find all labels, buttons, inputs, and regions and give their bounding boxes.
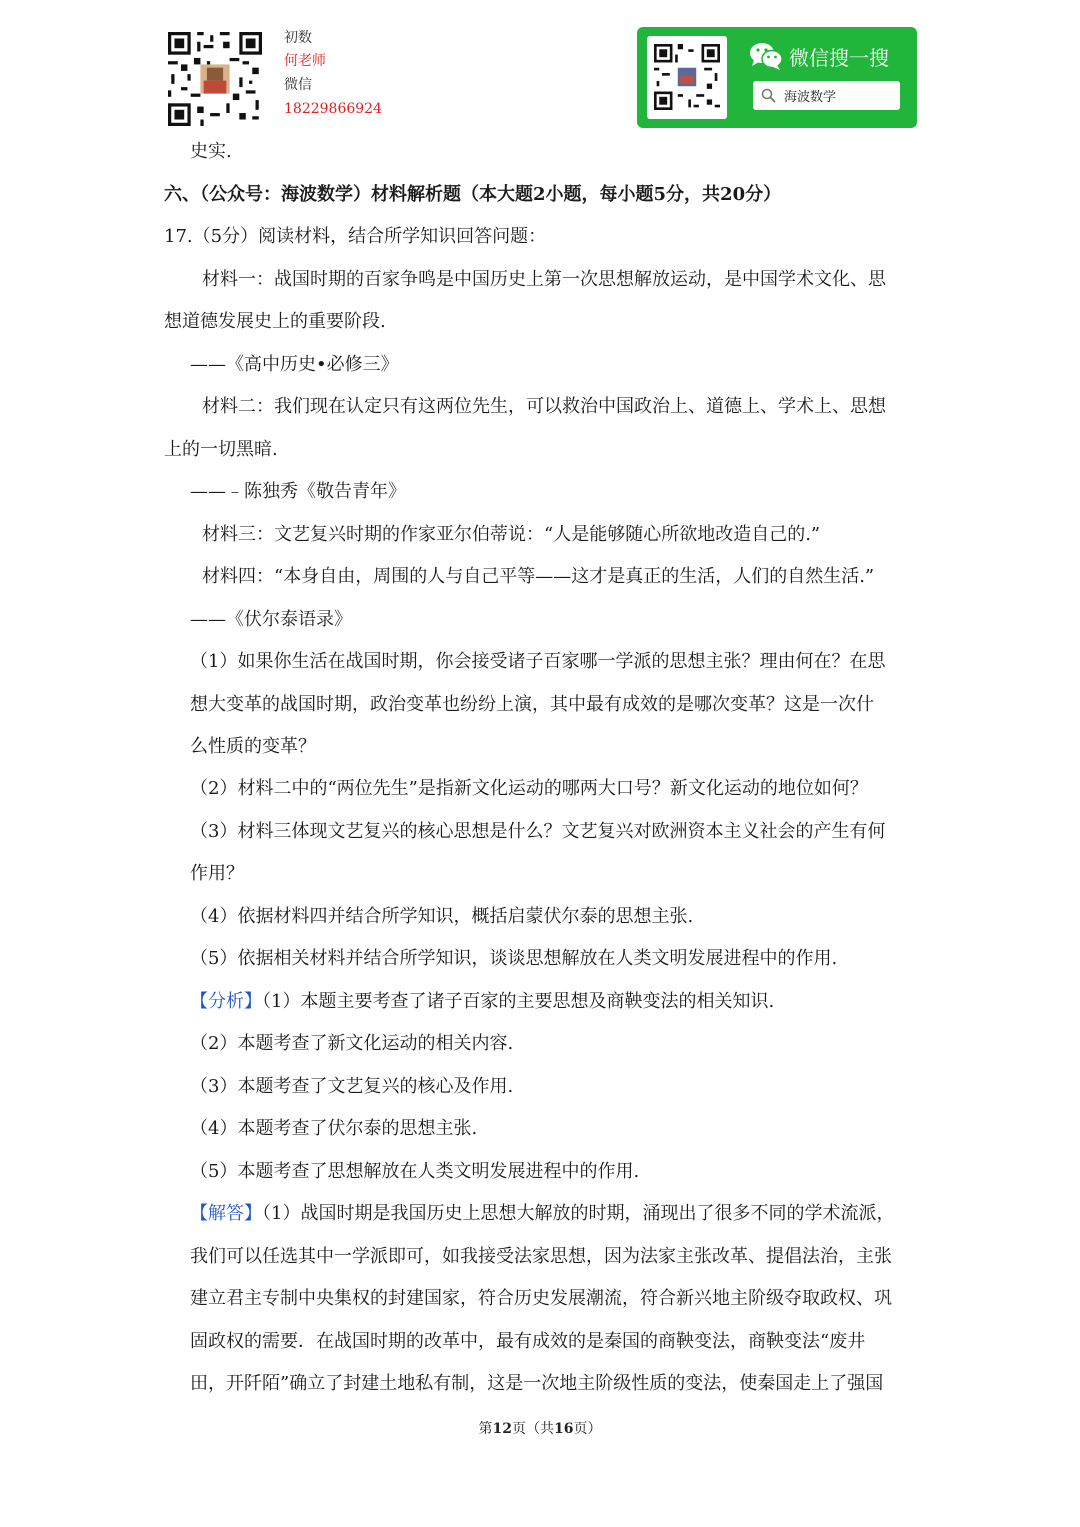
search-icon [761,88,776,103]
analysis-tag: 【分析】 [190,991,262,1012]
sub-question-1-line-2: 想大变革的战国时期，政治变革也纷纷上演，其中最有成效的是哪次变革？这是一次什 [190,694,874,715]
answer-tag: 【解答】 [190,1203,262,1224]
wechat-logo-icon [749,41,783,71]
section-title: 六、（公众号：海波数学）材料解析题（本大题2小题，每小题5分，共20分） [164,184,782,205]
analysis-text-1: （1）本题主要考查了诸子百家的主要思想及商鞅变法的相关知识. [262,991,775,1012]
material-1-source: ——《高中历史•必修三》 [190,354,399,375]
material-4-source: ——《伏尔泰语录》 [190,609,352,630]
footer-prefix: 第 [478,1421,493,1437]
material-2-line-2: 上的一切黑暗. [164,439,278,460]
material-3: 材料三：文艺复兴时期的作家亚尔伯蒂说：“人是能够随心所欲地改造自己的.” [202,524,821,545]
answer-line-4: 固政权的需要．在战国时期的改革中，最有成效的是秦国的商鞅变法，商鞅变法“废井 [190,1331,866,1352]
contact-teacher-name: 何老师 [284,53,326,69]
answer-line-3: 建立君主专制中央集权的封建国家，符合历史发展潮流，符合新兴地主阶级夺取政权、巩 [190,1288,892,1309]
contact-wechat-label: 微信 [284,77,312,93]
text-line: 史实. [190,141,232,162]
sub-question-2: （2）材料二中的“两位先生”是指新文化运动的哪两大口号？新文化运动的地位如何？ [190,778,868,799]
analysis-line-2: （2）本题考查了新文化运动的相关内容. [190,1033,514,1054]
wechat-search-box[interactable] [753,81,900,110]
analysis-line-3: （3）本题考查了文艺复兴的核心及作用. [190,1076,514,1097]
material-2-source: ——﹣陈独秀《敬告青年》 [190,481,406,502]
footer-suffix: 页） [573,1421,602,1437]
sub-question-5: （5）依据相关材料并结合所学知识，谈谈思想解放在人类文明发展进程中的作用. [190,948,838,969]
wechat-search-banner[interactable] [637,27,917,128]
wechat-qr-frame [647,36,727,119]
sub-question-4: （4）依据材料四并结合所学知识，概括启蒙伏尔泰的思想主张. [190,906,694,927]
wechat-search-query: 海波数学 [784,90,837,105]
question-17-stem: 17.（5分）阅读材料，结合所学知识回答问题： [164,226,547,247]
footer-total-pages: 16 [554,1421,574,1437]
answer-text-1: （1）战国时期是我国历史上思想大解放的时期，涌现出了很多不同的学术流派， [262,1203,895,1224]
wechat-qr-code-image [654,44,720,110]
material-1-line-1: 材料一：战国时期的百家争鸣是中国历史上第一次思想解放运动，是中国学术文化、思 [202,269,886,290]
sub-question-1-line-3: 么性质的变革？ [190,736,316,757]
analysis-line-5: （5）本题考查了思想解放在人类文明发展进程中的作用. [190,1161,640,1182]
contact-phone: 18229866924 [284,101,382,117]
contact-label-1: 初数 [284,30,312,46]
wechat-search-title: 微信搜一搜 [789,46,889,70]
sub-question-3-line-1: （3）材料三体现文艺复兴的核心思想是什么？文艺复兴对欧洲资本主义社会的产生有何 [190,821,886,842]
material-1-line-2: 想道德发展史上的重要阶段. [164,311,386,332]
analysis-line-1 [190,990,774,1014]
footer-page-number: 12 [492,1421,512,1437]
footer-middle: 页（共 [512,1421,554,1437]
analysis-line-4: （4）本题考查了伏尔泰的思想主张. [190,1118,478,1139]
page-footer [0,1418,1080,1438]
answer-line-1 [190,1202,894,1226]
material-2-line-1: 材料二：我们现在认定只有这两位先生，可以救治中国政治上、道德上、学术上、思想 [202,396,886,417]
answer-line-2: 我们可以任选其中一学派即可，如我接受法家思想，因为法家主张改革、提倡法治，主张 [190,1246,892,1267]
answer-line-5: 田，开阡陌”确立了封建土地私有制，这是一次地主阶级性质的变法，使秦国走上了强国 [190,1373,884,1394]
material-4: 材料四：“本身自由，周围的人与自己平等——这才是真正的生活，人们的自然生活.” [202,566,875,587]
sub-question-1-line-1: （1）如果你生活在战国时期，你会接受诸子百家哪一学派的思想主张？理由何在？在思 [190,651,886,672]
qr-code-image [168,32,262,126]
sub-question-3-line-2: 作用？ [190,863,244,884]
